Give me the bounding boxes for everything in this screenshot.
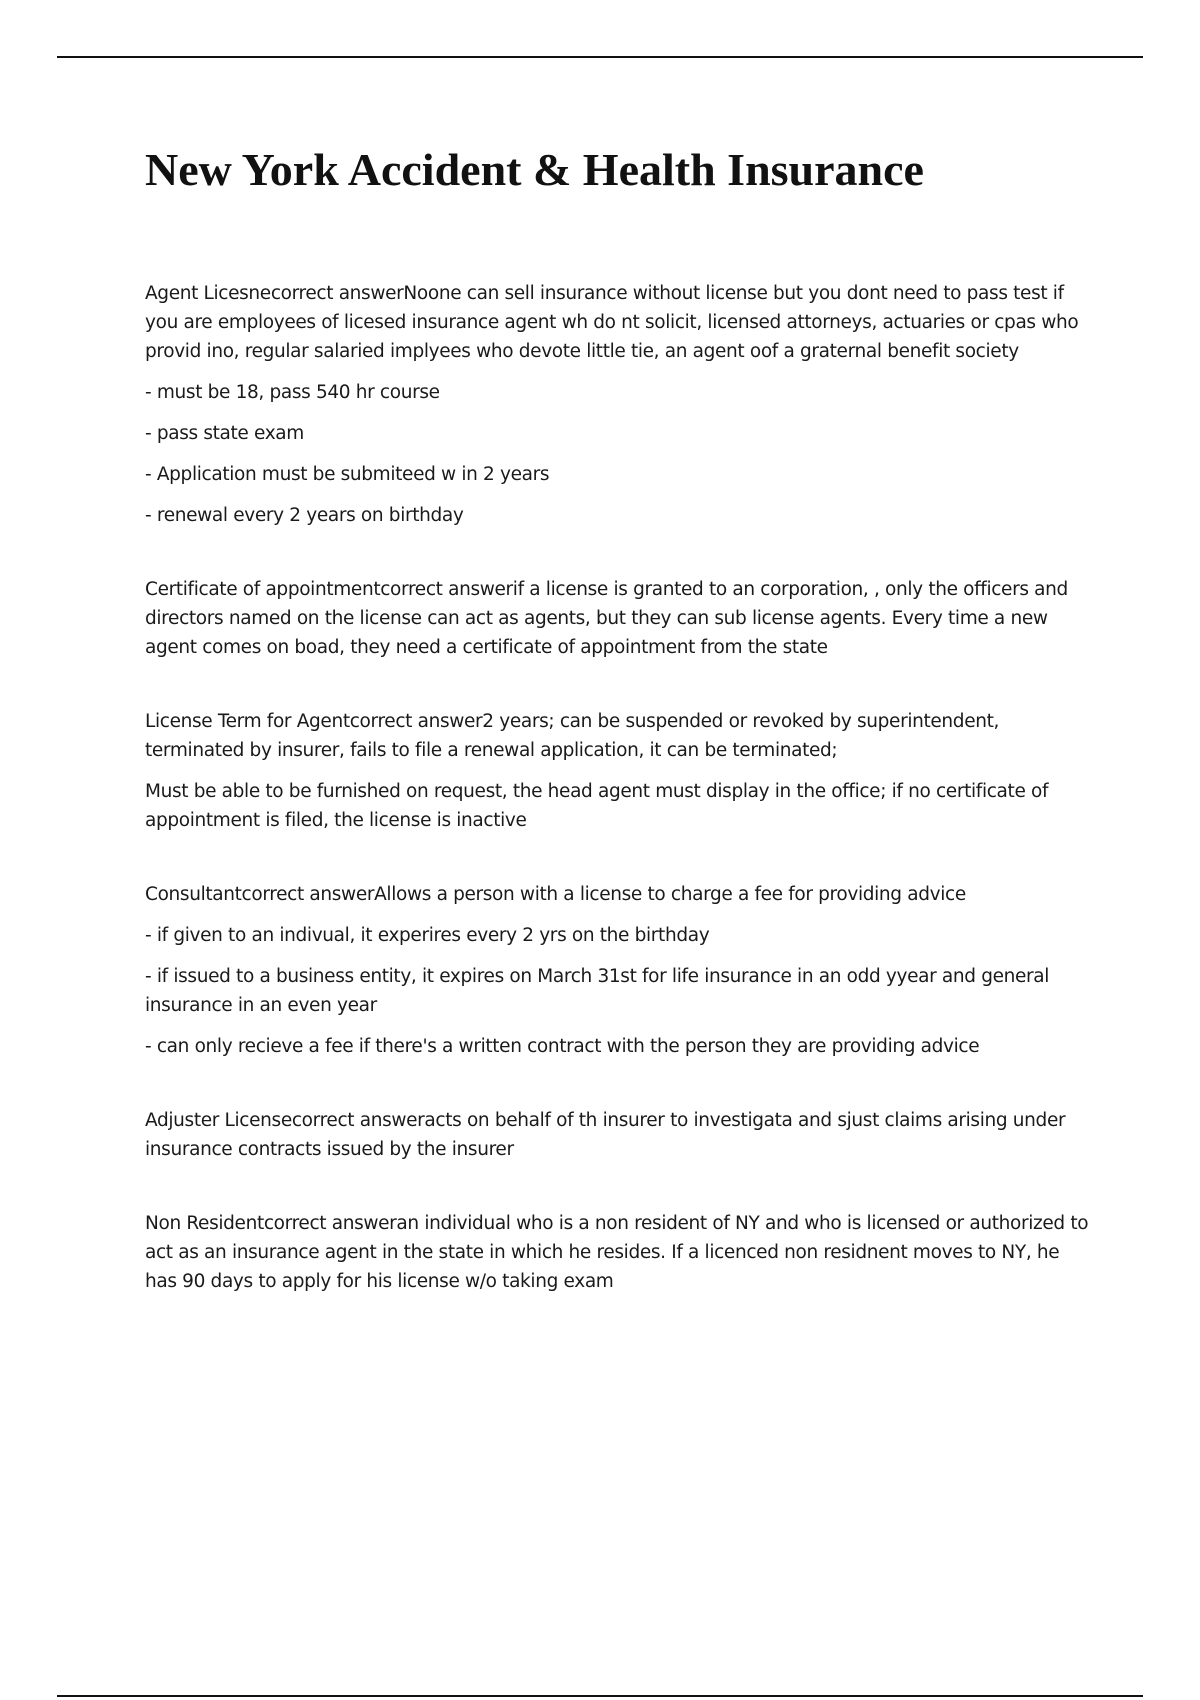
entry-paragraph: License Term for Agentcorrect answer2 years; can be suspended or revoked by superintendent, terminated by insurer, fails to file a renewal application, it can be terminated; (145, 711, 1000, 761)
entry-bullet: - pass state exam (145, 423, 304, 444)
bottom-divider (57, 1695, 1143, 1697)
entry-paragraph: Adjuster Licensecorrect answeracts on behalf of th insurer to investigata and sjust claims arising under insurance contracts issued by the insurer (145, 1110, 1066, 1160)
entry-agent-license (145, 279, 1090, 530)
entry-bullet: - if given to an indivual, it experires every 2 yrs on the birthday (145, 925, 710, 946)
entry-certificate-of-appointment (145, 575, 1090, 662)
document-body (145, 140, 1090, 1341)
entry-adjuster-license (145, 1106, 1090, 1164)
entry-bullet: - renewal every 2 years on birthday (145, 505, 464, 526)
entry-bullet: - can only recieve a fee if there's a written contract with the person they are providing advice (145, 1036, 980, 1057)
entry-paragraph: Must be able to be furnished on request, the head agent must display in the office; if no certificate of appointment is filed, the license is inactive (145, 781, 1049, 831)
entry-bullet: - Application must be submiteed w in 2 years (145, 464, 550, 485)
entry-paragraph: Agent Licesnecorrect answerNoone can sell insurance without license but you dont need to pass test if you are employees of licesed insurance agent wh do nt solicit, licensed attorneys, actuaries or cpas who provid ino, regular salaried implyees who devote little tie, an agent oof a graternal benefit society (145, 283, 1079, 362)
entry-paragraph: Consultantcorrect answerAllows a person with a license to charge a fee for providing advice (145, 884, 966, 905)
page-title: New York Accident & Health Insurance (145, 144, 924, 195)
entry-bullet: - if issued to a business entity, it expires on March 31st for life insurance in an odd yyear and general insurance in an even year (145, 966, 1050, 1016)
entry-consultant (145, 880, 1090, 1061)
entry-bullet: - must be 18, pass 540 hr course (145, 382, 440, 403)
entry-list (145, 279, 1090, 1296)
top-divider (57, 56, 1143, 58)
entry-paragraph: Certificate of appointmentcorrect answerif a license is granted to an corporation, , only the officers and directors named on the license can act as agents, but they can sub license agents. Every time a new agent comes on boad, they need a certificate of appointment from the state (145, 579, 1068, 658)
entry-paragraph: Non Residentcorrect answeran individual who is a non resident of NY and who is licensed or authorized to act as an insurance agent in the state in which he resides. If a licenced non residnent moves to NY, he has 90 days to apply for his license w/o taking exam (145, 1213, 1089, 1292)
entry-license-term (145, 707, 1090, 835)
entry-non-resident (145, 1209, 1090, 1296)
